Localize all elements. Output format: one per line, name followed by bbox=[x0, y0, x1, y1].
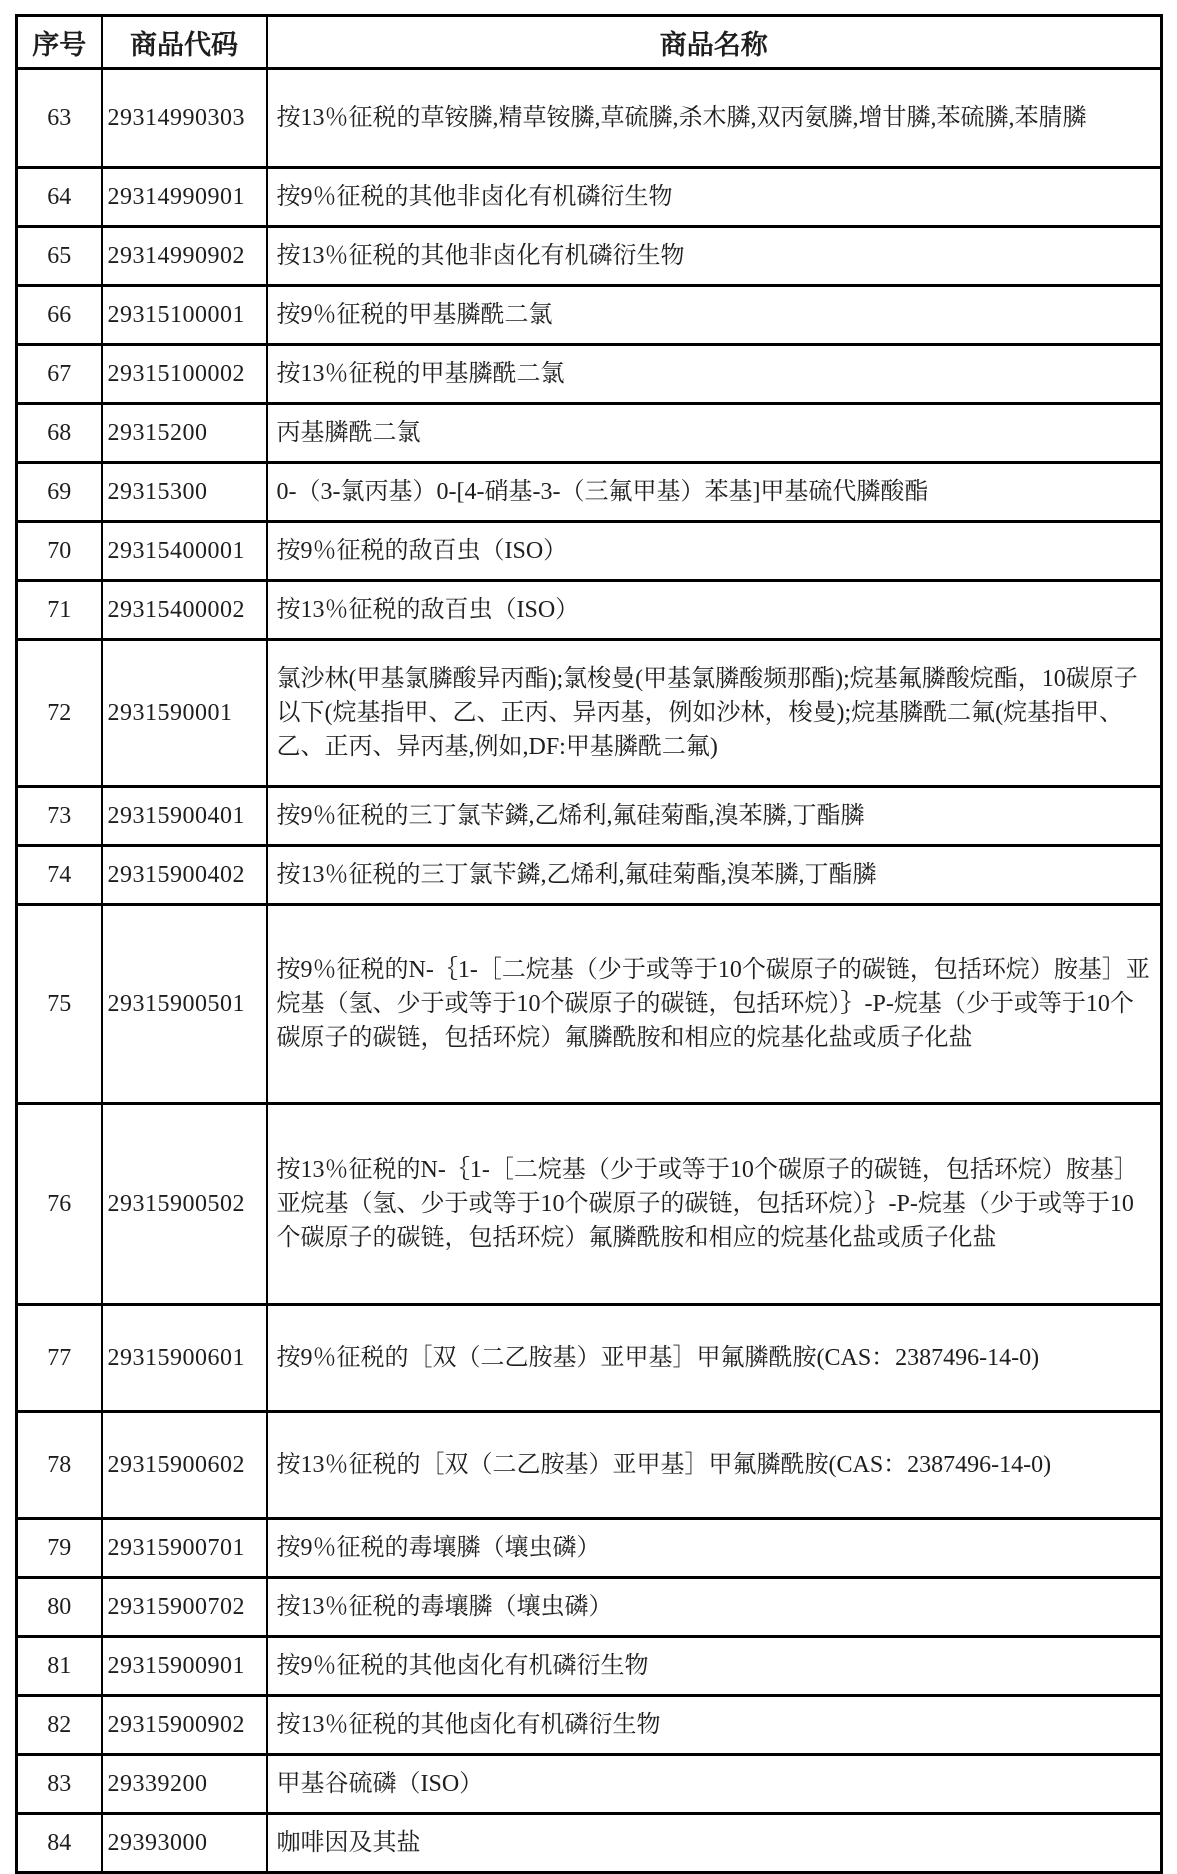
row-number-cell: 74 bbox=[17, 846, 102, 905]
commodity-name-cell: 按13％征税的其他非卤化有机磷衍生物 bbox=[267, 227, 1162, 286]
row-number-cell: 78 bbox=[17, 1412, 102, 1519]
table-row bbox=[17, 1814, 1162, 1873]
header-row bbox=[17, 16, 1162, 69]
commodity-name-cell: 按13％征税的三丁氯苄鏻,乙烯利,氟硅菊酯,溴苯膦,丁酯膦 bbox=[267, 846, 1162, 905]
commodity-code-cell: 29314990303 bbox=[102, 69, 267, 168]
commodity-code-cell: 29315900401 bbox=[102, 787, 267, 846]
commodity-code-cell: 29315100001 bbox=[102, 286, 267, 345]
table-row bbox=[17, 787, 1162, 846]
commodity-name-cell: 按9％征税的毒壤膦（壤虫磷） bbox=[267, 1519, 1162, 1578]
table-body bbox=[17, 69, 1162, 1873]
commodity-name-cell: 按9％征税的三丁氯苄鏻,乙烯利,氟硅菊酯,溴苯膦,丁酯膦 bbox=[267, 787, 1162, 846]
row-number-cell: 84 bbox=[17, 1814, 102, 1873]
row-number-cell: 65 bbox=[17, 227, 102, 286]
table-row bbox=[17, 522, 1162, 581]
table-row bbox=[17, 1755, 1162, 1814]
row-number-cell: 76 bbox=[17, 1104, 102, 1305]
commodity-name-cell: 按9％征税的其他卤化有机磷衍生物 bbox=[267, 1637, 1162, 1696]
commodity-name-cell: 按13％征税的［双（二乙胺基）亚甲基］甲氟膦酰胺(CAS：2387496-14-0) bbox=[267, 1412, 1162, 1519]
column-header-no: 序号 bbox=[17, 16, 102, 69]
row-number-cell: 75 bbox=[17, 905, 102, 1104]
commodity-name-cell: 按9％征税的其他非卤化有机磷衍生物 bbox=[267, 168, 1162, 227]
commodity-code-cell: 29339200 bbox=[102, 1755, 267, 1814]
row-number-cell: 82 bbox=[17, 1696, 102, 1755]
commodity-name-cell: 按13％征税的N-｛1-［二烷基（少于或等于10个碳原子的碳链，包括环烷）胺基］亚烷基（氢、少于或等于10个碳原子的碳链，包括环烷）｝-P-烷基（少于或等于10个碳原子的碳链，包括环烷）氟膦酰胺和相应的烷基化盐或质子化盐 bbox=[267, 1104, 1162, 1305]
commodity-code-cell: 29315900601 bbox=[102, 1305, 267, 1412]
commodity-code-cell: 29315900502 bbox=[102, 1104, 267, 1305]
table-row bbox=[17, 640, 1162, 787]
table-row bbox=[17, 1305, 1162, 1412]
table-row bbox=[17, 69, 1162, 168]
row-number-cell: 81 bbox=[17, 1637, 102, 1696]
commodity-code-cell: 29315900702 bbox=[102, 1578, 267, 1637]
row-number-cell: 80 bbox=[17, 1578, 102, 1637]
commodity-code-cell: 29315400001 bbox=[102, 522, 267, 581]
commodity-name-cell: 按13％征税的草铵膦,精草铵膦,草硫膦,杀木膦,双丙氨膦,增甘膦,苯硫膦,苯腈膦 bbox=[267, 69, 1162, 168]
table-row bbox=[17, 404, 1162, 463]
commodity-code-cell: 29315900602 bbox=[102, 1412, 267, 1519]
table-row bbox=[17, 227, 1162, 286]
commodity-name-cell: 按9％征税的敌百虫（ISO） bbox=[267, 522, 1162, 581]
commodity-code-cell: 29315900402 bbox=[102, 846, 267, 905]
row-number-cell: 66 bbox=[17, 286, 102, 345]
commodity-code-cell: 29314990901 bbox=[102, 168, 267, 227]
commodity-name-cell: 按13％征税的其他卤化有机磷衍生物 bbox=[267, 1696, 1162, 1755]
row-number-cell: 63 bbox=[17, 69, 102, 168]
row-number-cell: 79 bbox=[17, 1519, 102, 1578]
row-number-cell: 67 bbox=[17, 345, 102, 404]
row-number-cell: 77 bbox=[17, 1305, 102, 1412]
commodity-code-cell: 29393000 bbox=[102, 1814, 267, 1873]
row-number-cell: 83 bbox=[17, 1755, 102, 1814]
table-row bbox=[17, 463, 1162, 522]
table-row bbox=[17, 286, 1162, 345]
commodity-code-cell: 29315900501 bbox=[102, 905, 267, 1104]
commodity-code-cell: 29315900901 bbox=[102, 1637, 267, 1696]
table-row bbox=[17, 1696, 1162, 1755]
commodity-name-cell: 0-（3-氯丙基）0-[4-硝基-3-（三氟甲基）苯基]甲基硫代膦酸酯 bbox=[267, 463, 1162, 522]
row-number-cell: 64 bbox=[17, 168, 102, 227]
commodity-name-cell: 甲基谷硫磷（ISO） bbox=[267, 1755, 1162, 1814]
commodity-table bbox=[15, 14, 1163, 1874]
commodity-code-cell: 29315900701 bbox=[102, 1519, 267, 1578]
document-page bbox=[15, 14, 1163, 1874]
row-number-cell: 72 bbox=[17, 640, 102, 787]
commodity-code-cell: 29315900902 bbox=[102, 1696, 267, 1755]
commodity-name-cell: 按9％征税的N-｛1-［二烷基（少于或等于10个碳原子的碳链，包括环烷）胺基］亚烷基（氢、少于或等于10个碳原子的碳链，包括环烷）｝-P-烷基（少于或等于10个碳原子的碳链，包括环烷）氟膦酰胺和相应的烷基化盐或质子化盐 bbox=[267, 905, 1162, 1104]
column-header-code: 商品代码 bbox=[102, 16, 267, 69]
table-row bbox=[17, 1412, 1162, 1519]
commodity-code-cell: 29315100002 bbox=[102, 345, 267, 404]
commodity-name-cell: 按13％征税的敌百虫（ISO） bbox=[267, 581, 1162, 640]
table-row bbox=[17, 846, 1162, 905]
commodity-name-cell: 丙基膦酰二氯 bbox=[267, 404, 1162, 463]
commodity-name-cell: 按9％征税的甲基膦酰二氯 bbox=[267, 286, 1162, 345]
row-number-cell: 69 bbox=[17, 463, 102, 522]
commodity-name-cell: 按13％征税的毒壤膦（壤虫磷） bbox=[267, 1578, 1162, 1637]
commodity-name-cell: 氯沙林(甲基氯膦酸异丙酯);氯梭曼(甲基氯膦酸频那酯);烷基氟膦酸烷酯，10碳原子以下(烷基指甲、乙、正丙、异丙基，例如沙林，梭曼);烷基膦酰二氟(烷基指甲、乙、正丙、异丙基,例如,DF:甲基膦酰二氟) bbox=[267, 640, 1162, 787]
table-row bbox=[17, 1104, 1162, 1305]
row-number-cell: 71 bbox=[17, 581, 102, 640]
row-number-cell: 70 bbox=[17, 522, 102, 581]
table-row bbox=[17, 1519, 1162, 1578]
commodity-code-cell: 29315400002 bbox=[102, 581, 267, 640]
table-row bbox=[17, 905, 1162, 1104]
commodity-name-cell: 按13％征税的甲基膦酰二氯 bbox=[267, 345, 1162, 404]
table-header bbox=[17, 16, 1162, 69]
table-row bbox=[17, 345, 1162, 404]
table-row bbox=[17, 168, 1162, 227]
commodity-code-cell: 2931590001 bbox=[102, 640, 267, 787]
row-number-cell: 68 bbox=[17, 404, 102, 463]
commodity-code-cell: 29315200 bbox=[102, 404, 267, 463]
commodity-code-cell: 29314990902 bbox=[102, 227, 267, 286]
row-number-cell: 73 bbox=[17, 787, 102, 846]
table-row bbox=[17, 1578, 1162, 1637]
table-row bbox=[17, 581, 1162, 640]
column-header-name: 商品名称 bbox=[267, 16, 1162, 69]
commodity-name-cell: 咖啡因及其盐 bbox=[267, 1814, 1162, 1873]
table-row bbox=[17, 1637, 1162, 1696]
commodity-name-cell: 按9％征税的［双（二乙胺基）亚甲基］甲氟膦酰胺(CAS：2387496-14-0) bbox=[267, 1305, 1162, 1412]
commodity-code-cell: 29315300 bbox=[102, 463, 267, 522]
